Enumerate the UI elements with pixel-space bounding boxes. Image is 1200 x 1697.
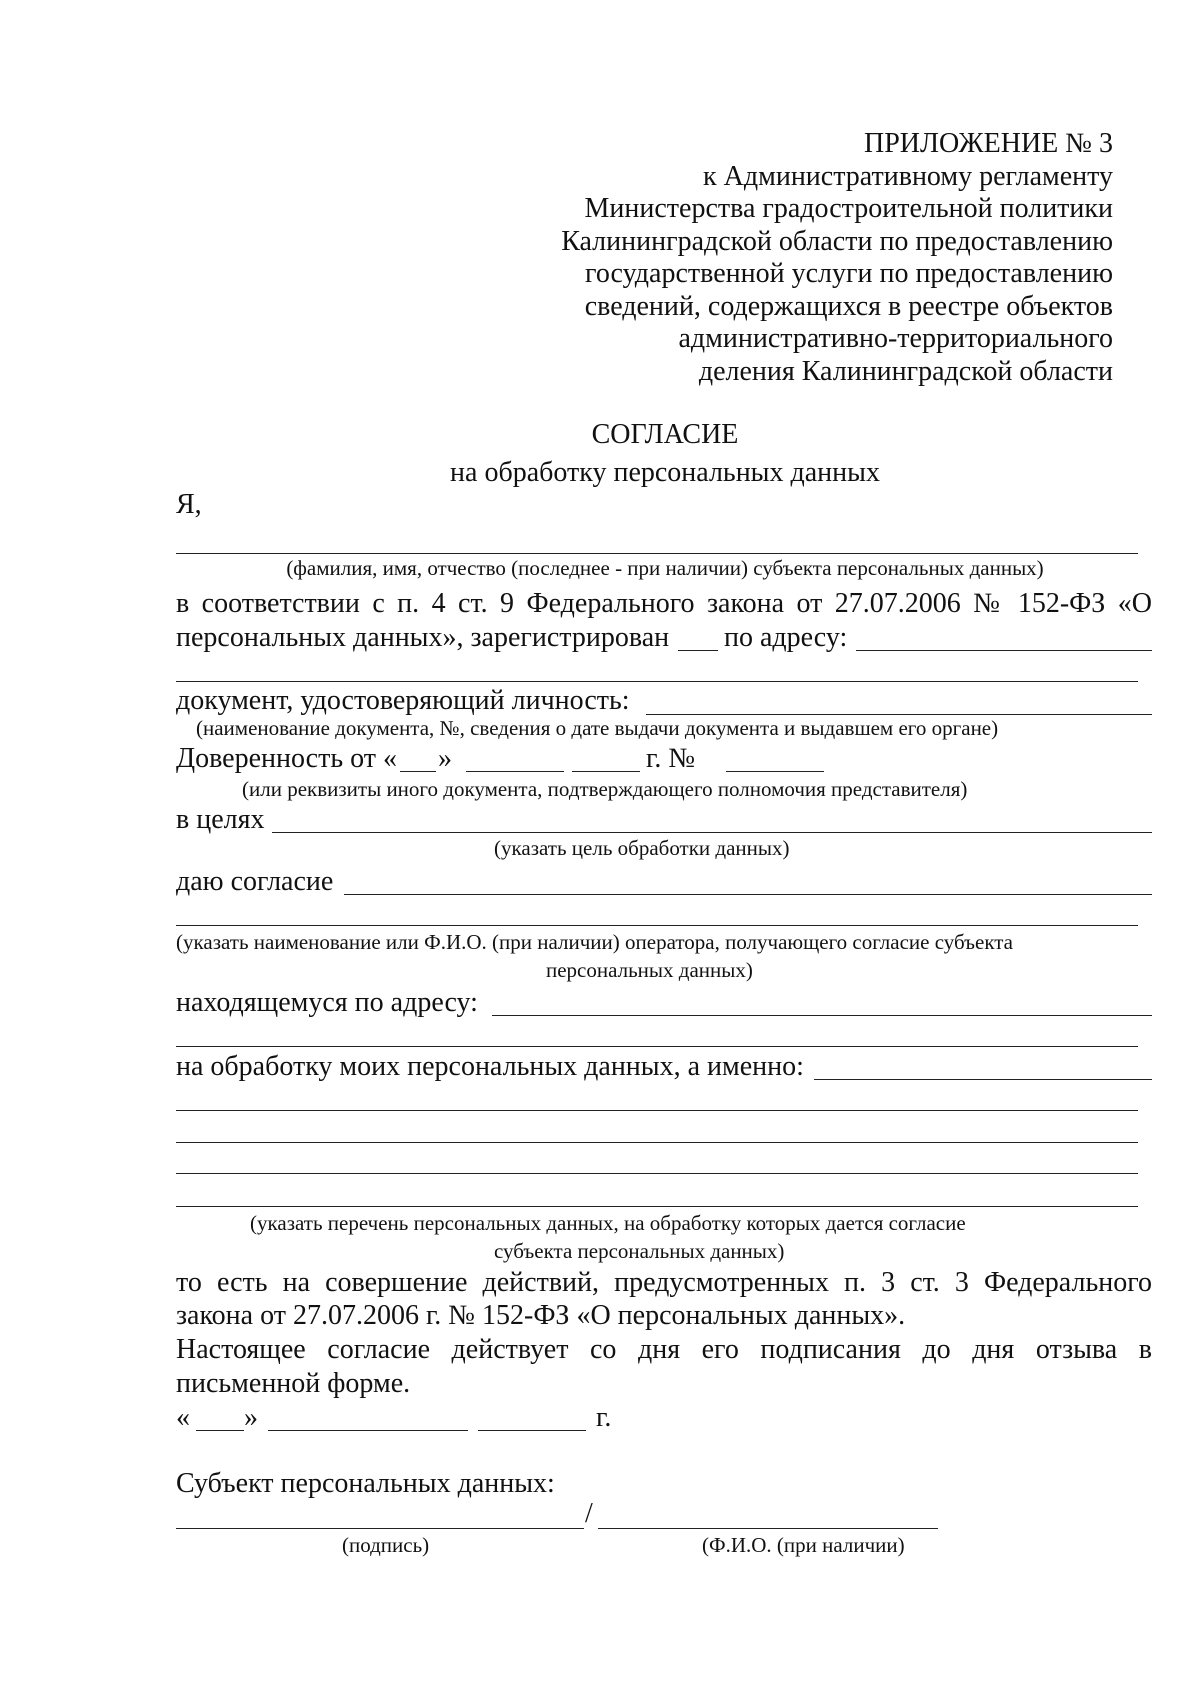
operator-address-label: находящемуся по адресу: — [176, 987, 478, 1018]
operator-address-field-continued[interactable] — [176, 1046, 1138, 1047]
registered-suffix-field[interactable] — [678, 650, 718, 651]
poa-label: Доверенность от « — [176, 743, 397, 774]
operator-field[interactable] — [344, 894, 1152, 895]
address-field-continued[interactable] — [176, 681, 1138, 682]
date-close-quote: » — [244, 1402, 258, 1433]
date-open-quote: « — [176, 1402, 190, 1433]
signature-caption: (подпись) — [342, 1533, 430, 1557]
header-line: сведений, содержащихся в реестре объектов — [584, 291, 1113, 322]
operator-caption: (указать наименование или Ф.И.О. (при наличии) оператора, получающего согласие субъекта — [176, 930, 1014, 954]
operator-address-field[interactable] — [492, 1015, 1152, 1016]
operator-caption: персональных данных) — [546, 958, 753, 982]
validity-text: Настоящее согласие действует со дня его подписания до дня отзыва в — [176, 1334, 1152, 1365]
personal-data-caption: субъекта персональных данных) — [494, 1239, 785, 1263]
header-line: Министерства градостроительной политики — [584, 193, 1113, 224]
personal-data-field-line[interactable] — [176, 1206, 1138, 1207]
poa-month-field[interactable] — [466, 771, 564, 772]
signature-field[interactable] — [176, 1528, 584, 1529]
address-field[interactable] — [856, 650, 1152, 651]
subject-label: Субъект персональных данных: — [176, 1468, 555, 1499]
document-subtitle: на обработку персональных данных — [450, 457, 880, 488]
subject-fio-caption: (Ф.И.О. (при наличии) — [702, 1533, 905, 1557]
header-line: государственной услуги по предоставлению — [585, 258, 1113, 289]
operator-field-continued[interactable] — [176, 925, 1138, 926]
date-month-field[interactable] — [268, 1430, 468, 1431]
header-line: Калининградской области по предоставлению — [561, 226, 1113, 257]
personal-data-field[interactable] — [814, 1079, 1152, 1080]
personal-data-field-line[interactable] — [176, 1110, 1138, 1111]
fio-caption: (фамилия, имя, отчество (последнее - при наличии) субъекта персональных данных) — [286, 556, 1044, 580]
fio-field[interactable] — [176, 553, 1138, 554]
poa-number-label: г. № — [646, 743, 696, 774]
purpose-field[interactable] — [272, 832, 1152, 833]
law-reference-line: персональных данных», зарегистрирован — [176, 622, 670, 653]
poa-quote: » — [438, 743, 452, 774]
personal-data-field-line[interactable] — [176, 1142, 1138, 1143]
header-line: деления Калининградской области — [698, 356, 1113, 387]
poa-year-field[interactable] — [572, 771, 640, 772]
i-label: Я, — [176, 489, 202, 520]
validity-text: письменной форме. — [176, 1368, 411, 1399]
signature-separator: / — [585, 1498, 593, 1529]
date-year-field[interactable] — [478, 1430, 586, 1431]
address-label: по адресу: — [724, 622, 848, 653]
actions-text: то есть на совершение действий, предусмотренных п. 3 ст. 3 Федерального — [176, 1267, 1152, 1298]
identity-document-field[interactable] — [646, 714, 1152, 715]
personal-data-caption: (указать перечень персональных данных, на обработку которых дается согласие — [250, 1211, 966, 1235]
subject-fio-field[interactable] — [598, 1528, 938, 1529]
purpose-label: в целях — [176, 804, 265, 835]
actions-text: закона от 27.07.2006 г. № 152-ФЗ «О персональных данных». — [176, 1300, 906, 1331]
purpose-caption: (указать цель обработки данных) — [494, 836, 790, 860]
date-day-field[interactable] — [196, 1430, 244, 1431]
law-reference-line: в соответствии с п. 4 ст. 9 Федерального закона от 27.07.2006 № 152-ФЗ «О — [176, 588, 1152, 619]
consent-label: даю согласие — [176, 866, 334, 897]
header-line: к Административному регламенту — [703, 161, 1113, 192]
poa-caption: (или реквизиты иного документа, подтверждающего полномочия представителя) — [242, 777, 968, 801]
header-line: административно-территориального — [678, 323, 1113, 354]
personal-data-field-line[interactable] — [176, 1173, 1138, 1174]
appendix-number: ПРИЛОЖЕНИЕ № 3 — [864, 128, 1113, 159]
poa-number-field[interactable] — [726, 771, 824, 772]
date-year-suffix: г. — [596, 1402, 612, 1433]
identity-document-caption: (наименование документа, №, сведения о дате выдачи документа и выдавшем его органе) — [196, 716, 999, 740]
identity-document-label: документ, удостоверяющий личность: — [176, 685, 630, 716]
document-title: СОГЛАСИЕ — [591, 419, 739, 450]
personal-data-label: на обработку моих персональных данных, а именно: — [176, 1051, 804, 1082]
poa-day-field[interactable] — [400, 771, 436, 772]
